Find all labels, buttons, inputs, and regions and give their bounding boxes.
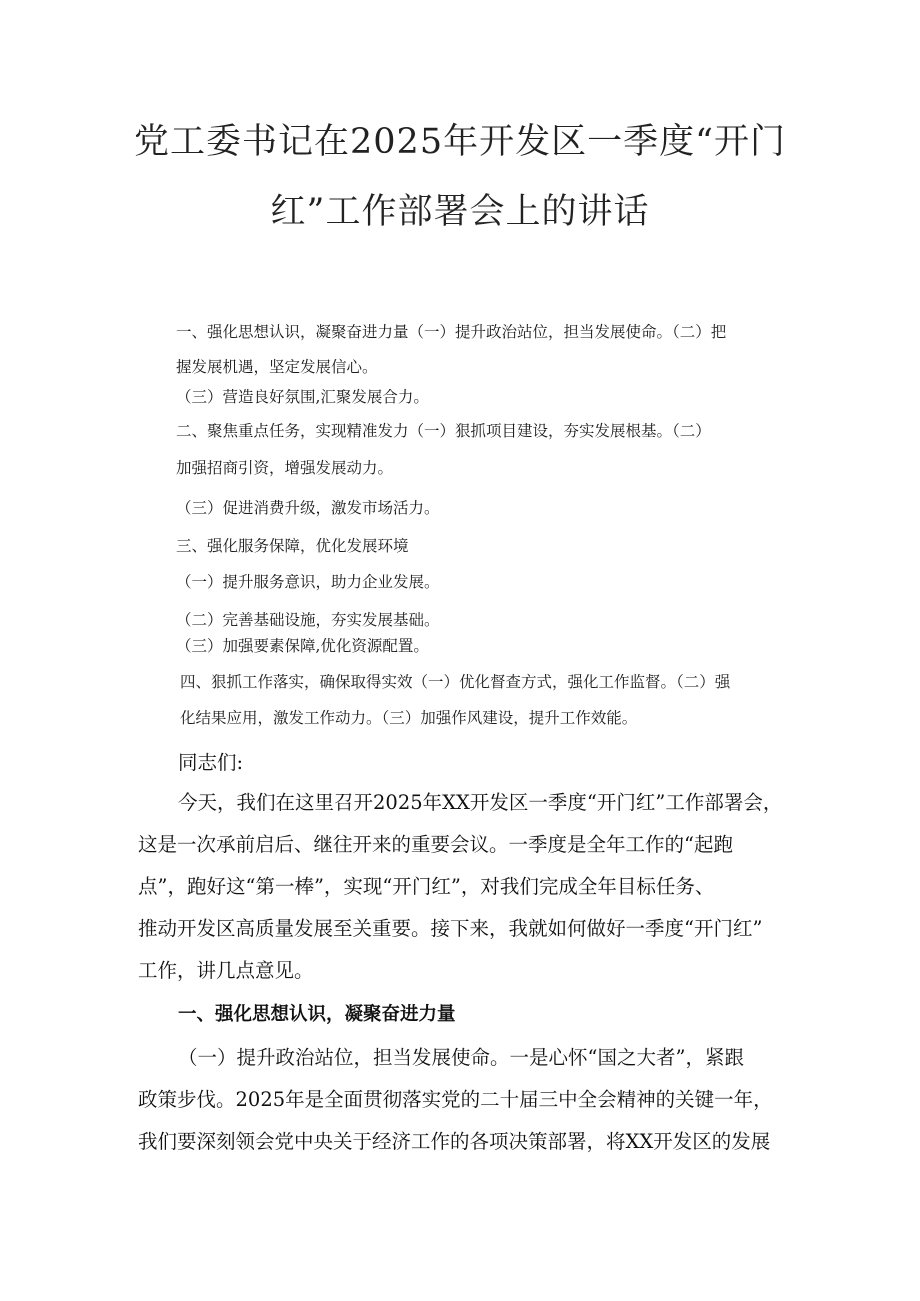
toc-line: （三）促进消费升级，激发市场活力。: [176, 499, 440, 517]
document-title-line-1: 党工委书记在2025年开发区一季度“开门: [134, 122, 786, 162]
document-title-line-2: 红”工作部署会上的讲话: [270, 192, 650, 232]
paragraph-line: （一）提升政治站位，担当发展使命。一是心怀“国之大者”，紧跟: [178, 1046, 744, 1069]
toc-line: （一）提升服务意识，助力企业发展。: [176, 573, 440, 591]
paragraph-line: 政策步伐。2025年是全面贯彻落实党的二十届三中全会精神的关键一年，: [138, 1088, 773, 1111]
toc-line: （二）完善基础设施，夯实发展基础。: [176, 611, 440, 629]
paragraph-line: 推动开发区高质量发展至关重要。接下来，我就如何做好一季度“开门红”: [138, 917, 763, 940]
toc-line: 化结果应用，激发工作动力。（三）加强作风建设，提升工作效能。: [180, 709, 638, 727]
toc-line: 二、聚焦重点任务，实现精准发力（一）狠抓项目建设，夯实发展根基。（二）: [176, 422, 711, 440]
paragraph-line: 点”，跑好这“第一棒”，实现“开门红”，对我们完成全年目标任务、: [138, 875, 715, 898]
toc-line: （三）营造良好氛围,汇聚发展合力。: [176, 388, 429, 406]
toc-line: 一、强化思想认识，凝聚奋进力量（一）提升政治站位，担当发展使命。（二）把: [176, 323, 727, 341]
paragraph-line: 这是一次承前启后、继往开来的重要会议。一季度是全年工作的“起跑: [138, 833, 733, 856]
toc-line: 握发展机遇，坚定发展信心。: [176, 358, 378, 376]
toc-line: 加强招商引资，增强发展动力。: [176, 459, 394, 477]
section-heading: 一、强化思想认识，凝聚奋进力量: [178, 1004, 456, 1025]
toc-line: （三）加强要素保障,优化资源配置。: [176, 637, 429, 655]
toc-line: 三、强化服务保障，优化发展环境: [176, 537, 409, 555]
paragraph-line: 今天，我们在这里召开2025年XX开发区一季度“开门红”工作部署会，: [178, 791, 783, 814]
paragraph-line: 我们要深刻领会党中央关于经济工作的各项决策部署，将XX开发区的发展: [138, 1130, 771, 1153]
salutation: 同志们:: [178, 751, 244, 774]
paragraph-line: 工作，讲几点意见。: [138, 959, 314, 982]
toc-line: 四、狠抓工作落实，确保取得实效（一）优化督查方式，强化工作监督。（二）强: [180, 673, 731, 691]
